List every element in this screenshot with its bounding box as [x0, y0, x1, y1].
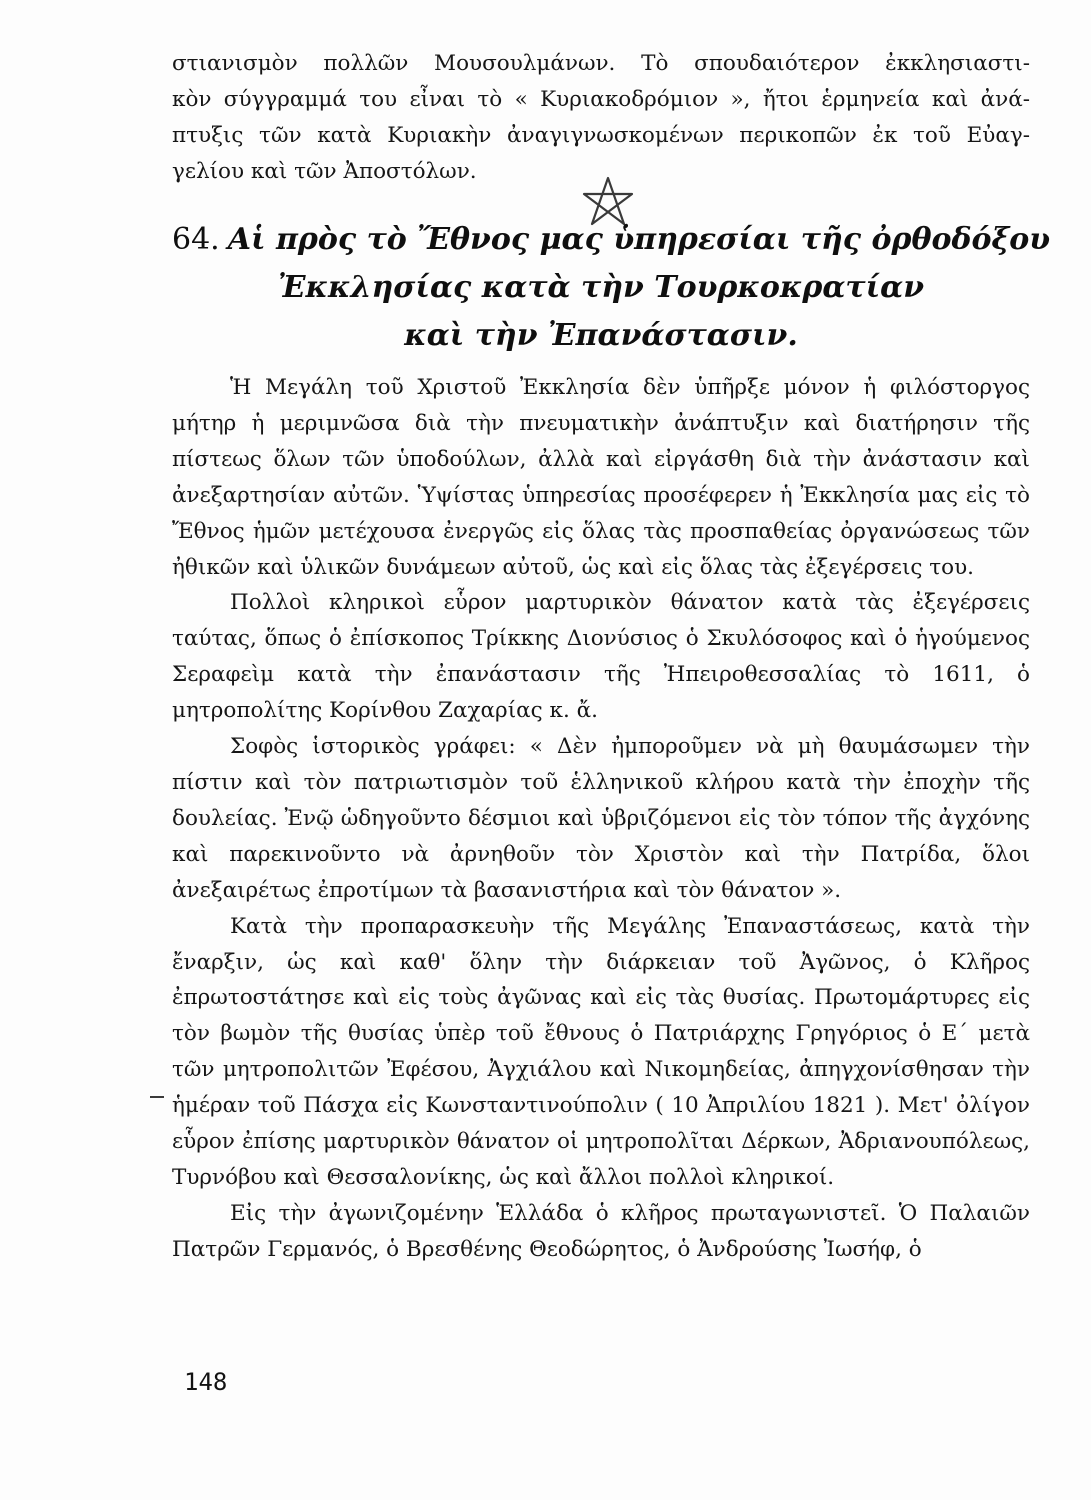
intro-line: πτυξις τῶν κατὰ Κυριακὴν ἀναγιγνωσκομένων περικοπῶν ἐκ τοῦ Εὐαγ- [172, 123, 1030, 148]
page-number: 148 [184, 1368, 228, 1396]
section-number: 64. [172, 222, 220, 257]
paragraph: Πολλοὶ κληρικοὶ εὗρον μαρτυρικὸν θάνατον κατὰ τὰς ἐξεγέρσεις ταύτας, ὅπως ὁ ἐπίσκοπος Τρίκκης Διονύσιος ὁ Σκυλόσοφος καὶ ὁ ἡγούμενος Σεραφεὶμ κατὰ τὴν ἐπανάστασιν τῆς Ἠπειροθεσσαλίας τὸ 1611, ὁ μητροπολίτης Κορίνθου Ζαχαρίας κ. ἄ. [172, 590, 1030, 724]
paragraph: Ἡ Μεγάλη τοῦ Χριστοῦ Ἐκκλησία δὲν ὑπῆρξε μόνον ἡ φιλόστοργος μήτηρ ἡ μεριμνῶσα διὰ τὴν πνευματικὴν ἀνάπτυξιν καὶ διατήρησιν τῆς πίστεως ὅλων τῶν ὑποδούλων, ἀλλὰ καὶ εἰργάσθη διὰ τὴν ἀνάστασιν καὶ ἀνεξαρτησίαν αὐτῶν. Ὑψίστας ὑπηρεσίας προσέφερεν ἡ Ἐκκλησία μας εἰς τὸ Ἔθνος ἡμῶν μετέχουσα ἐνεργῶς εἰς ὅλας τὰς προσπαθείας ὀργανώσεως τῶν ἠθικῶν καὶ ὑλικῶν δυνάμεων αὐτοῦ, ὡς καὶ εἰς ὅλας τὰς ἐξεγέρσεις του. [172, 375, 1030, 580]
heading-line-3: καὶ τὴν Ἐπανάστασιν. [404, 318, 798, 353]
heading-text-1: Αἱ πρὸς τὸ Ἔθνος μας ὑπηρεσίαι τῆς ὀρθοδόξου [227, 222, 1051, 257]
intro-line: στιανισμὸν πολλῶν Μουσουλμάνων. Τὸ σπουδαιότερον ἐκκλησιαστι- [172, 51, 1030, 76]
heading-line-1 [172, 216, 1051, 264]
paragraph: Κατὰ τὴν προπαρασκευὴν τῆς Μεγάλης Ἐπαναστάσεως, κατὰ τὴν ἔναρξιν, ὡς καὶ καθ' ὅλην τὴν διάρκειαν τοῦ Ἀγῶνος, ὁ Κλῆρος ἐπρωτοστάτησε καὶ εἰς τοὺς ἀγῶνας καὶ εἰς τὰς θυσίας. Πρωτομάρτυρες εἰς τὸν βωμὸν τῆς θυσίας ὑπὲρ τοῦ ἔθνους ὁ Πατριάρχης Γρηγόριος ὁ Ε΄ μετὰ τῶν μητροπολιτῶν Ἐφέσου, Ἀγχιάλου καὶ Νικομηδείας, ἀπηγχονίσθησαν τὴν ἡμέραν τοῦ Πάσχα εἰς Κωνσταντινούπολιν ( 10 Ἀπριλίου 1821 ). Μετ' ὀλίγον εὗρον ἐπίσης μαρτυρικὸν θάνατον οἱ μητροπολῖται Δέρκων, Ἀδριανουπόλεως, Τυρνόβου καὶ Θεσσαλονίκης, ὡς καὶ ἄλλοι πολλοὶ κληρικοί. [172, 913, 1030, 1190]
body-text [172, 370, 1030, 1268]
intro-line: κὸν σύγγραμμά του εἶναι τὸ « Κυριακοδρόμιον », ἤτοι ἑρμηνεία καὶ ἀνά- [172, 87, 1030, 112]
section-heading [172, 216, 1051, 360]
intro-line: γελίου καὶ τῶν Ἀποστόλων. [172, 159, 477, 184]
paragraph: Εἰς τὴν ἀγωνιζομένην Ἑλλάδα ὁ κλῆρος πρωταγωνιστεῖ. Ὁ Παλαιῶν Πατρῶν Γερμανός, ὁ Βρεσθένης Θεοδώρητος, ὁ Ἀνδρούσης Ἰωσήφ, ὁ [172, 1200, 1030, 1262]
paragraph: Σοφὸς ἱστορικὸς γράφει: « Δὲν ἠμποροῦμεν νὰ μὴ θαυμάσωμεν τὴν πίστιν καὶ τὸν πατριωτισμὸν τοῦ ἑλληνικοῦ κλήρου κατὰ τὴν ἐποχὴν τῆς δουλείας. Ἐνῷ ὡδηγοῦντο δέσμιοι καὶ ὑβριζόμενοι εἰς τὸν τόπον τῆς ἀγχόνης καὶ παρεκινοῦντο νὰ ἀρνηθοῦν τὸν Χριστὸν καὶ τὴν Πατρίδα, ὅλοι ἀνεξαιρέτως ἐπροτίμων τὰ βασανιστήρια καὶ τὸν θάνατον ». [172, 734, 1030, 903]
intro-paragraph [172, 46, 1030, 190]
margin-dash-icon [148, 1092, 166, 1102]
heading-line-2: Ἐκκλησίας κατὰ τὴν Τουρκοκρατίαν [277, 270, 925, 305]
